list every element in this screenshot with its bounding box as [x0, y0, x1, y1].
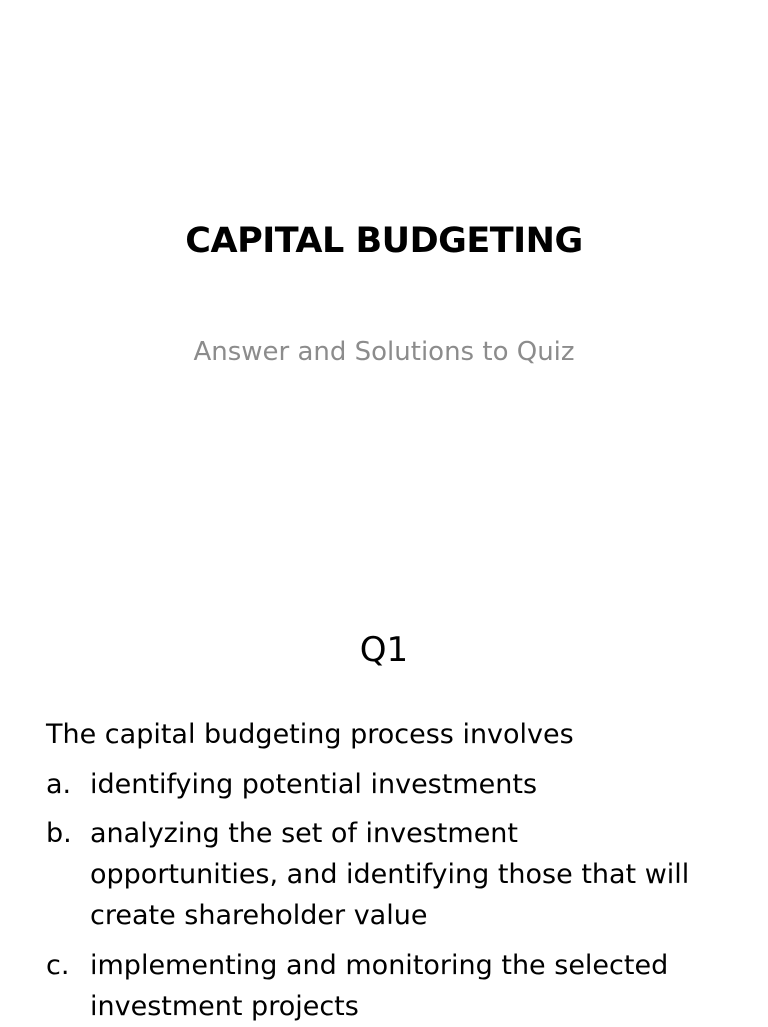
option-letter: a. — [46, 769, 72, 800]
option-b — [46, 813, 726, 936]
option-c — [46, 945, 726, 1027]
option-a — [46, 764, 726, 805]
option-text: implementing and monitoring the selected investment projects — [90, 950, 669, 1022]
option-letter: c. — [46, 950, 70, 981]
option-text: analyzing the set of investment opportunities, and identifying those that will create shareholder value — [90, 818, 690, 931]
option-text: identifying potential investments — [90, 769, 538, 800]
option-letter: b. — [46, 818, 72, 849]
slide-title: CAPITAL BUDGETING — [185, 221, 583, 261]
question-intro: The capital budgeting process involves — [46, 719, 574, 750]
slide-subtitle: Answer and Solutions to Quiz — [193, 337, 575, 367]
question-title: Q1 — [359, 630, 409, 670]
question-slide — [0, 576, 768, 1024]
